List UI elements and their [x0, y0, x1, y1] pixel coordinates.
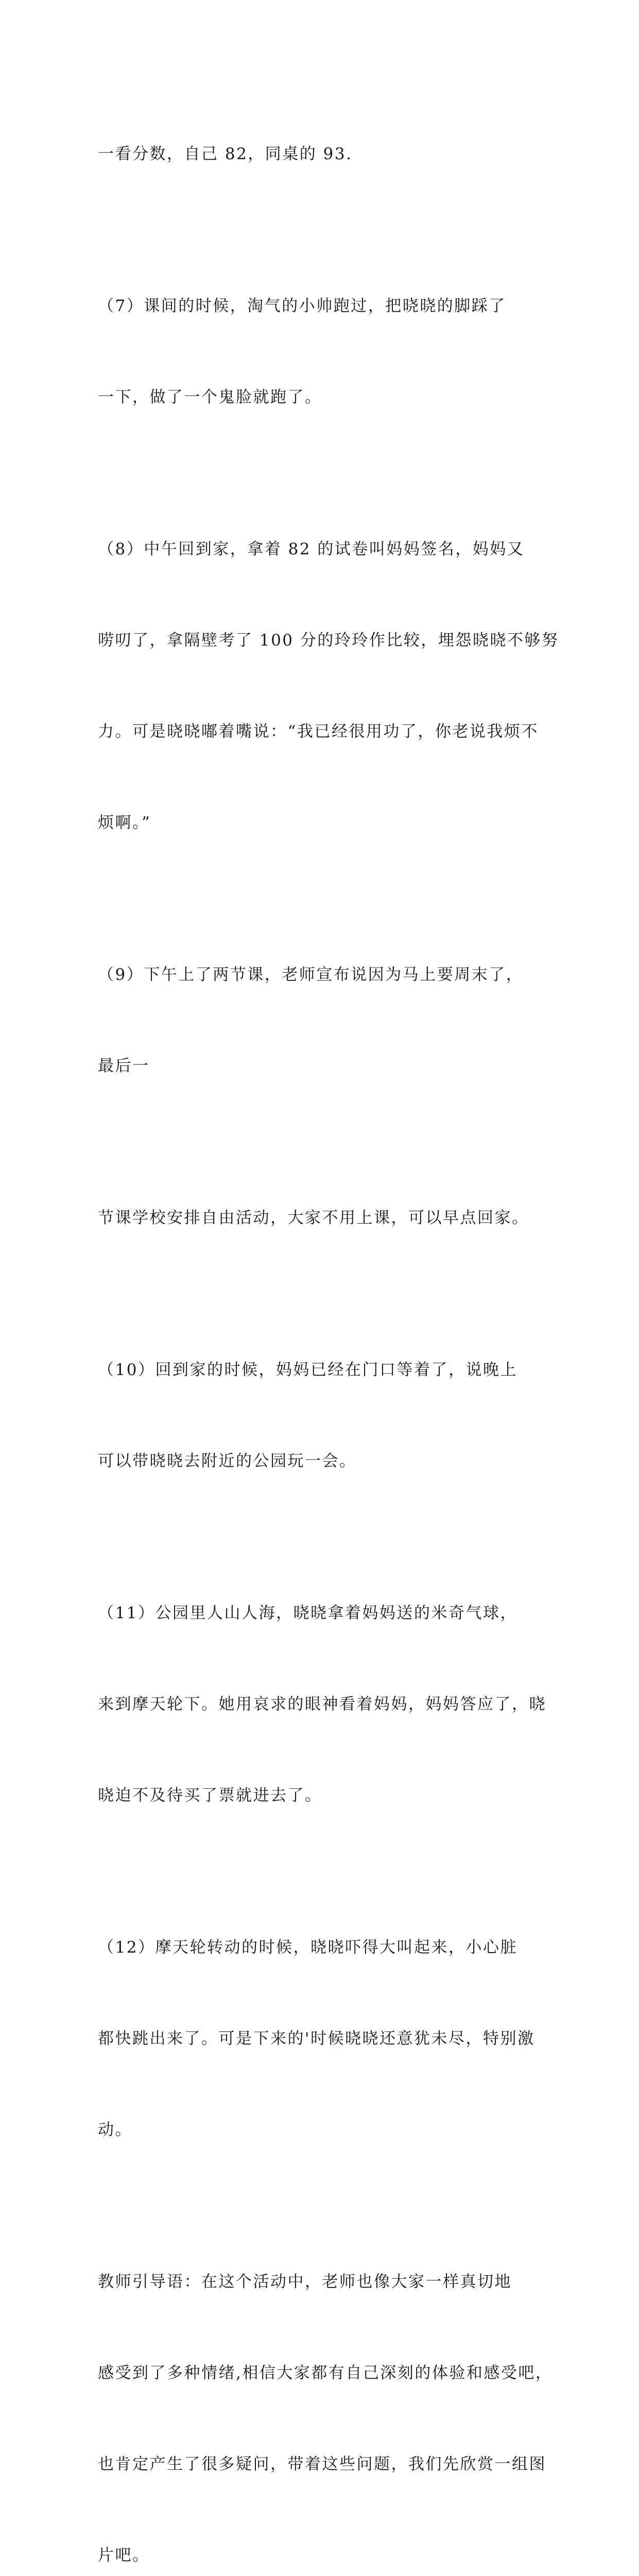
text-line: 来到摩天轮下。她用哀求的眼神看着妈妈，妈妈答应了，晓	[98, 1695, 546, 1714]
text-line: 片吧。	[98, 2546, 150, 2565]
paragraph-score	[98, 78, 551, 230]
paragraph-item-9	[98, 899, 551, 1142]
text-line: （9）下午上了两节课，老师宣布说因为马上要周末了，	[98, 965, 524, 984]
text-line: 一下，做了一个鬼脸就跑了。	[98, 388, 322, 406]
text-line: （12）摩天轮转动的时候，晓晓吓得大叫起来，小心脏	[98, 1938, 517, 1957]
text-line: 一看分数，自己 82，同桌的 93.	[98, 145, 353, 163]
paragraph-item-10	[98, 1294, 551, 1537]
text-line: 可以带晓晓去附近的公园玩一会。	[98, 1452, 357, 1470]
paragraph-item-11	[98, 1537, 551, 1872]
text-line: 教师引导语：在这个活动中，老师也像大家一样真切地	[98, 2273, 512, 2291]
paragraph-item-8	[98, 473, 559, 899]
text-line: （7）课间的时候，淘气的小帅跑过，把晓晓的脚踩了	[98, 297, 506, 315]
text-line: （8）中午回到家，拿着 82 的试卷叫妈妈签名，妈妈又	[98, 540, 525, 558]
paragraph-item-9-continued	[98, 1142, 551, 1294]
paragraph-item-7	[98, 230, 551, 473]
paragraph-teacher-guide-1	[98, 2206, 551, 2576]
text-line: 节课学校安排自由活动，大家不用上课，可以早点回家。	[98, 1209, 529, 1227]
paragraph-item-12	[98, 1872, 551, 2206]
text-line: （10）回到家的时候，妈妈已经在门口等着了，说晚上	[98, 1361, 517, 1379]
text-line: 动。	[98, 2121, 132, 2139]
text-line: 感受到了多种情绪,相信大家都有自己深刻的体验和感受吧，	[98, 2364, 553, 2382]
text-line: 也肯定产生了很多疑问，带着这些问题，我们先欣赏一组图	[98, 2455, 546, 2473]
text-line: 烦啊。”	[98, 814, 151, 832]
text-line: 力。可是晓晓嘟着嘴说：“我已经很用功了，你老说我烦不	[98, 722, 539, 741]
text-line: （11）公园里人山人海，晓晓拿着妈妈送的米奇气球，	[98, 1604, 517, 1622]
text-line: 唠叨了，拿隔壁考了 100 分的玲玲作比较，埋怨晓晓不够努	[98, 631, 559, 650]
text-line: 都快跳出来了。可是下来的'时候晓晓还意犹未尽，特别激	[98, 2029, 535, 2048]
text-line: 最后一	[98, 1057, 150, 1075]
document-body	[98, 78, 559, 2576]
text-line: 晓迫不及待买了票就进去了。	[98, 1786, 322, 1805]
